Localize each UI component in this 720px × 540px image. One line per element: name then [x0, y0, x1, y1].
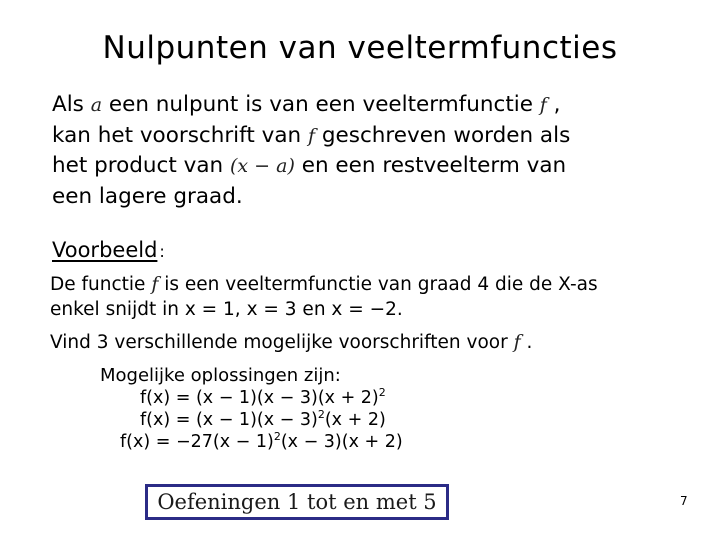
equation-text: f(x) = −27(x − 1) — [120, 432, 274, 452]
exercises-link-button[interactable]: Oefeningen 1 tot en met 5 — [145, 484, 449, 520]
math-factor: (x − a) — [230, 155, 295, 177]
equation-text: f(x) = (x − 1)(x − 3)(x + 2) — [140, 388, 379, 408]
page-number: 7 — [680, 494, 688, 508]
exponent: 2 — [317, 408, 325, 421]
example-text-part: . — [520, 332, 533, 353]
solution-equation-2 — [140, 409, 403, 431]
math-var-f: f — [151, 273, 159, 295]
intro-text: Als — [52, 92, 91, 117]
intro-text: geschreven worden als — [315, 122, 571, 148]
example-line-2: enkel snijdt in x = 1, x = 3 en x = −2. — [50, 299, 403, 320]
solution-equation-3 — [120, 431, 403, 453]
equation-text: (x − 3)(x + 2) — [280, 432, 403, 452]
equation-text: (x + 2) — [324, 410, 386, 430]
math-var-a: a — [90, 94, 103, 116]
voorbeeld-heading — [52, 238, 165, 262]
example-text-part: is een veeltermfunctie van graad 4 die de X-as — [158, 274, 598, 295]
slide-title: Nulpunten van veeltermfuncties — [102, 30, 618, 66]
intro-line-2 — [52, 121, 692, 152]
example-line-3 — [50, 330, 690, 355]
math-var-f: f — [513, 331, 521, 353]
intro-text: en een restveelterm van — [294, 153, 567, 178]
example-line-1 — [50, 272, 690, 297]
intro-line-1 — [52, 90, 692, 121]
math-var-f: f — [307, 124, 316, 147]
math-var-f: f — [539, 94, 547, 116]
solution-equation-1 — [140, 387, 403, 409]
solutions-heading: Mogelijke oplossingen zijn: — [100, 365, 341, 386]
exponent: 2 — [273, 430, 281, 443]
example-text — [50, 272, 690, 355]
example-text-part: De functie — [50, 274, 152, 295]
equation-text: f(x) = (x − 1)(x − 3) — [140, 410, 318, 430]
intro-text: een nulpunt is van een veeltermfunctie — [102, 92, 540, 117]
intro-line-4: een lagere graad. — [52, 183, 243, 209]
exponent: 2 — [378, 386, 386, 399]
intro-paragraph — [52, 90, 692, 212]
intro-text: kan het voorschrift van — [52, 122, 308, 148]
intro-text: , — [546, 92, 561, 117]
solutions-block — [100, 365, 403, 453]
intro-text: het product van — [52, 153, 231, 178]
example-text-part: Vind 3 verschillende mogelijke voorschriften voor — [50, 332, 514, 353]
voorbeeld-label: Voorbeeld — [52, 238, 158, 262]
intro-line-3 — [52, 151, 692, 182]
voorbeeld-colon: : — [159, 242, 165, 261]
